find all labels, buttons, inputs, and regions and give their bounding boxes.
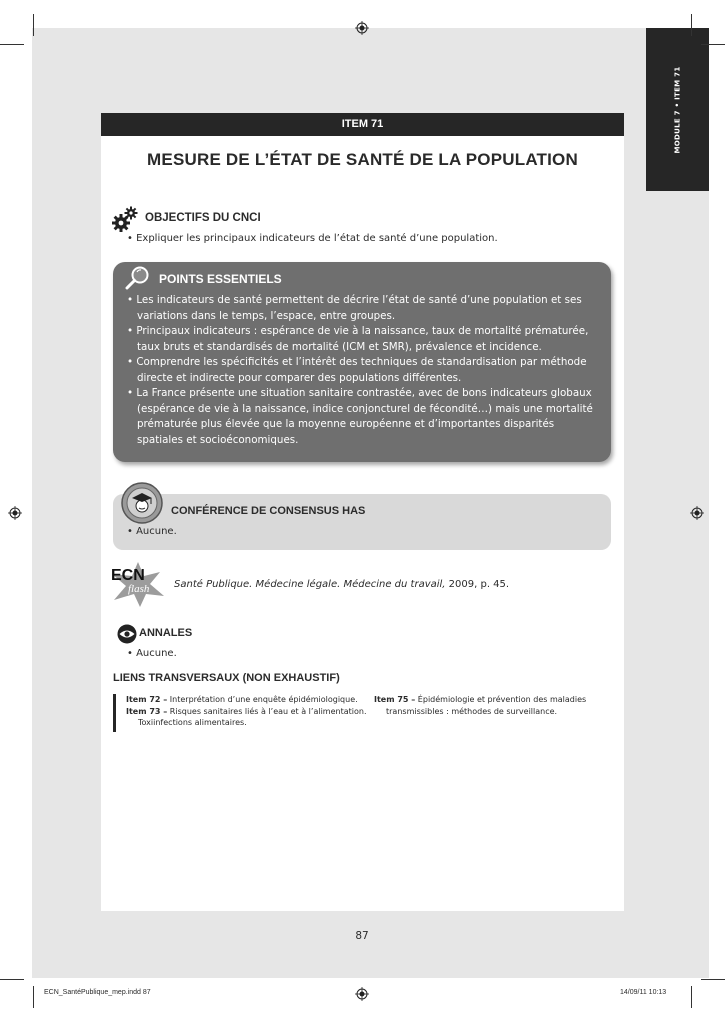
gears-icon: [112, 205, 138, 235]
registration-mark-icon: [8, 506, 22, 520]
liens-left-column: [126, 694, 368, 729]
magnifier-icon: [125, 265, 151, 291]
item-header-bar: ITEM 71: [101, 113, 624, 136]
ecn-logo-text: ECN: [111, 567, 145, 584]
crop-mark: [33, 986, 34, 1008]
page-title: MESURE DE L’ÉTAT DE SANTÉ DE LA POPULATION: [147, 150, 578, 169]
crop-mark: [701, 44, 725, 45]
item-ref: Item 72 –: [126, 695, 168, 704]
eye-icon: [116, 624, 138, 644]
points-essentiels-box: [113, 262, 611, 462]
page-number: 87: [355, 930, 369, 942]
points-essentiels-heading: POINTS ESSENTIELS: [159, 272, 282, 286]
registration-mark-icon: [690, 506, 704, 520]
item-ref: Item 73 –: [126, 706, 168, 716]
points-essentiels-list: [127, 293, 601, 448]
objectifs-item: • Expliquer les principaux indicateurs de l’état de santé d’une population.: [127, 233, 498, 244]
item-ref: Item 75 –: [374, 695, 416, 704]
side-tab-label: MODULE 7 • ITEM 71: [673, 65, 682, 154]
footer-filename: ECN_SantéPublique_mep.indd 87: [44, 989, 151, 996]
ecn-flash-logo: [108, 560, 168, 608]
graduate-badge-icon: [120, 481, 164, 525]
objectifs-heading: OBJECTIFS DU CNCI: [145, 212, 261, 224]
reference-title: Santé Publique. Médecine légale. Médecine du travail,: [174, 579, 446, 590]
item-text: Interprétation d’une enquête épidémiologique.: [167, 695, 358, 704]
consensus-box: [113, 494, 611, 550]
list-item: • Les indicateurs de santé permettent de décrire l’état de santé d’une population et ses variations dans le temps, l’espace, entre groupes.: [127, 293, 601, 324]
crop-mark: [0, 44, 24, 45]
liens-right-column: [374, 694, 614, 717]
liens-heading: LIENS TRANSVERSAUX (NON EXHAUSTIF): [113, 672, 340, 684]
ecn-flash-reference: [174, 579, 509, 590]
list-item: • Comprendre les spécificités et l’intérêt des techniques de standardisation par méthode directe et indirecte pour comparer des populations différentes.: [127, 355, 601, 386]
list-item: • La France présente une situation sanitaire contrastée, avec de bons indicateurs globaux (espérance de vie à la naissance, indice conjoncturel de fécondité…) mais une mortalité prématurée plus élevée que la moyenne européenne et d’importantes disparités spatiales et socioéconomiques.: [127, 386, 601, 448]
annales-item: • Aucune.: [127, 648, 177, 659]
flash-logo-text: flash: [128, 583, 150, 595]
footer-timestamp: 14/09/11 10:13: [620, 989, 667, 996]
registration-mark-icon: [355, 21, 369, 35]
annales-heading: ANNALES: [139, 627, 193, 639]
crop-mark: [0, 979, 24, 980]
list-item: • Principaux indicateurs : espérance de vie à la naissance, taux de mortalité prématurée, taux bruts et standardisés de mortalité (ICM et SMR), prévalence et incidence.: [127, 324, 601, 355]
list-item: [374, 694, 614, 717]
crop-mark: [701, 979, 725, 980]
item-text: Risques sanitaires liés à l’eau et à l’alimentation. Toxiinfections alimentaires.: [138, 706, 367, 727]
liens-bar: [113, 694, 116, 732]
consensus-heading: CONFÉRENCE DE CONSENSUS HAS: [171, 505, 366, 517]
reference-details: 2009, p. 45.: [445, 579, 510, 590]
list-item: [126, 706, 368, 729]
item-text: Épidémiologie et prévention des maladies transmissibles : méthodes de surveillance.: [386, 695, 587, 716]
crop-mark: [33, 14, 34, 36]
crop-mark: [691, 986, 692, 1008]
consensus-item: • Aucune.: [127, 526, 177, 537]
list-item: [126, 694, 368, 706]
crop-mark: [691, 14, 692, 36]
registration-mark-icon: [355, 987, 369, 1001]
